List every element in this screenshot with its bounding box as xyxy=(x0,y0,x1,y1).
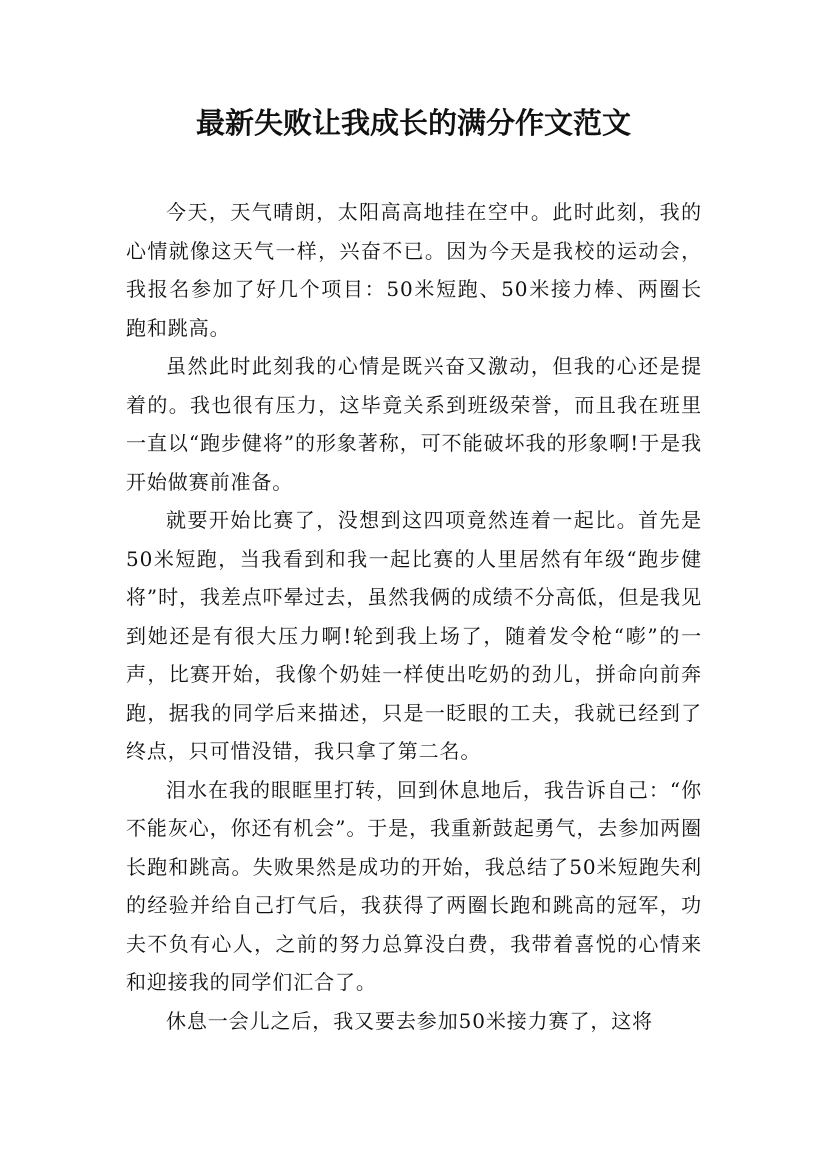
document-title: 最新失败让我成长的满分作文范文 xyxy=(195,106,631,140)
paragraph-5: 休息一会儿之后，我又要去参加50米接力赛了，这将 xyxy=(166,1008,654,1033)
paragraph-1: 今天，天气晴朗，太阳高高地挂在空中。此时此刻，我的心情就像这天气一样，兴奋不已。因为今天是我校的运动会，我报名参加了好几个项目：50米短跑、50米接力棒、两圈长跑和跳高。 xyxy=(126,200,702,340)
document-body xyxy=(126,193,702,1040)
paragraph-2: 虽然此时此刻我的心情是既兴奋又激动，但我的心还是提着的。我也很有压力，这毕竟关系到班级荣誉，而且我在班里一直以“跑步健将”的形象著称，可不能破坏我的形象啊!于是我开始做赛前准备。 xyxy=(126,354,702,494)
paragraph-3: 就要开始比赛了，没想到这四项竟然连着一起比。首先是50米短跑，当我看到和我一起比赛的人里居然有年级“跑步健将”时，我差点吓晕过去，虽然我俩的成绩不分高低，但是我见到她还是有很大压力啊!轮到我上场了，随着发令枪“嘭”的一声，比赛开始，我像个奶娃一样使出吃奶的劲儿，拼命向前奔跑，据我的同学后来描述，只是一眨眼的工夫，我就已经到了终点，只可惜没错，我只拿了第二名。 xyxy=(126,508,702,763)
paragraph-4: 泪水在我的眼眶里打转，回到休息地后，我告诉自己：“你不能灰心，你还有机会”。于是，我重新鼓起勇气，去参加两圈长跑和跳高。失败果然是成功的开始，我总结了50米短跑失利的经验并给自己打气后，我获得了两圈长跑和跳高的冠军，功夫不负有心人，之前的努力总算没白费，我带着喜悦的心情来和迎接我的同学们汇合了。 xyxy=(126,777,702,994)
